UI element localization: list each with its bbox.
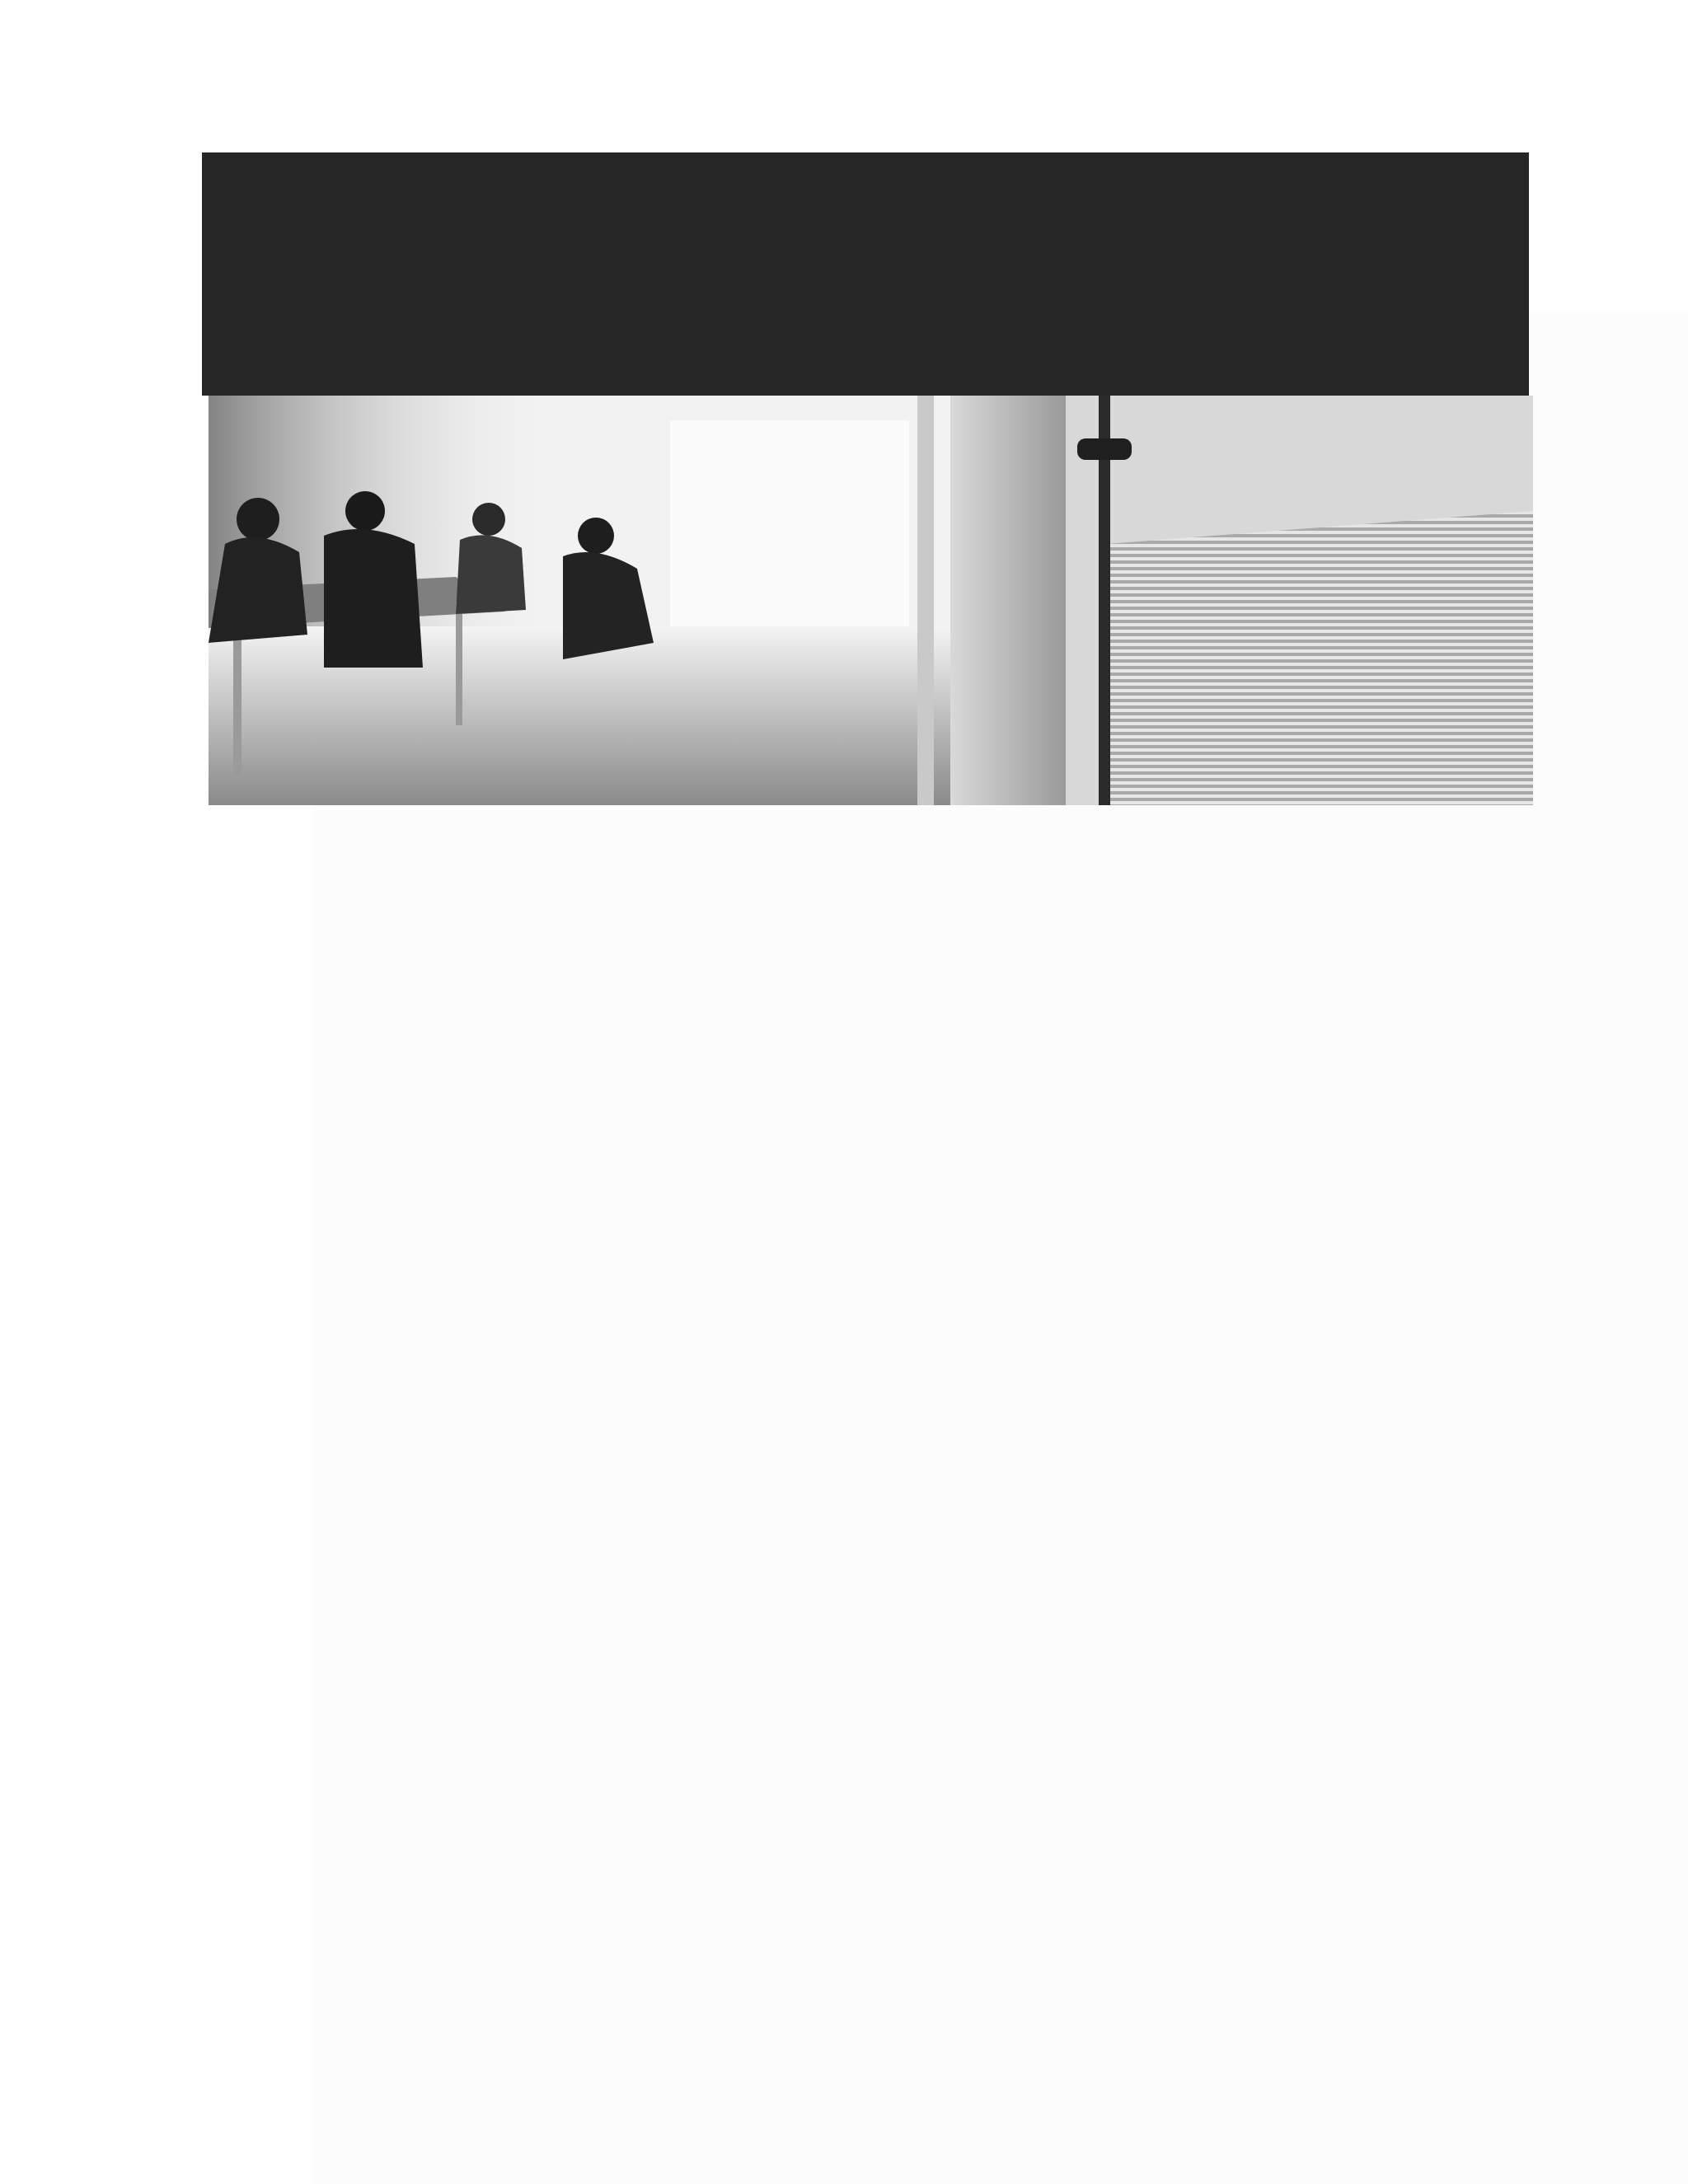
meeting-photo [209, 396, 1533, 805]
meeting-photo-graphic [209, 396, 1533, 805]
section-title [253, 235, 278, 294]
section-header [202, 152, 1529, 396]
